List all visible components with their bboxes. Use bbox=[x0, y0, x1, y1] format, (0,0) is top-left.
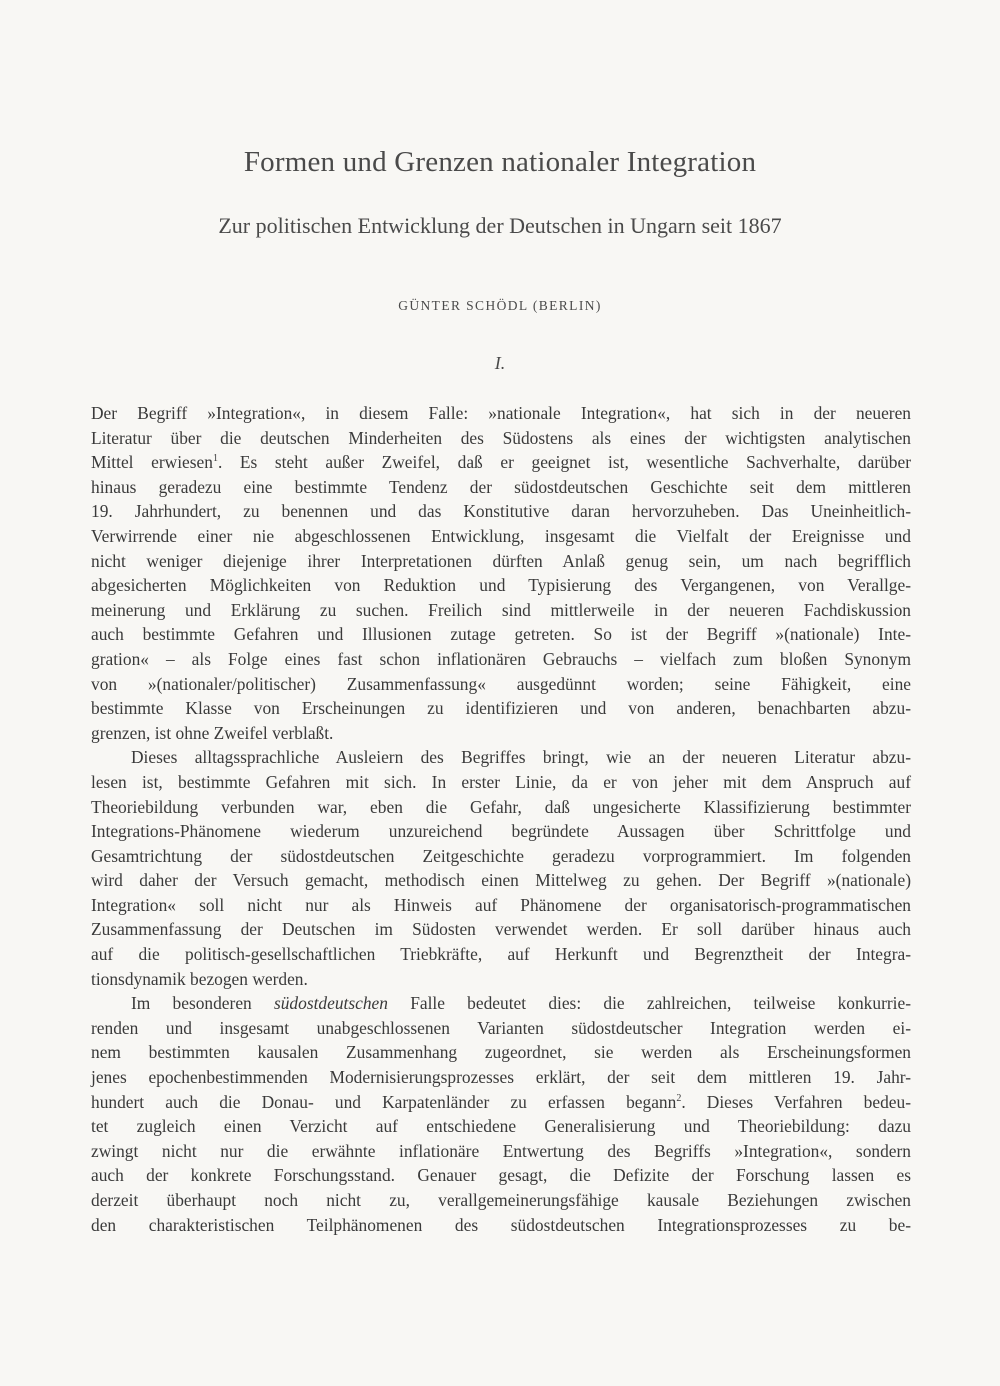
text-line: auch bestimmte Gefahren und Illusionen zutage getreten. So ist der Begriff »(nationale) Inte- bbox=[91, 624, 911, 645]
text-line bbox=[91, 450, 911, 475]
footnote-ref: 1 bbox=[212, 453, 218, 465]
text-line: gration« – als Folge eines fast schon inflationären Gebrauchs – vielfach zum bloßen Synonym bbox=[91, 648, 911, 669]
text-line: Integration« soll nicht nur als Hinweis auf Phänomene der organisatorisch-programmatischen bbox=[91, 894, 911, 915]
section-heading: I. bbox=[494, 353, 506, 373]
paragraph-3 bbox=[91, 991, 911, 1237]
text-line: meinerung und Erklärung zu suchen. Freilich sind mittlerweile in der neueren Fachdiskussion bbox=[91, 599, 911, 620]
emphasis-text: südostdeutschen bbox=[273, 993, 388, 1014]
text-line: nicht weniger diejenige ihrer Interpretationen dürften Anlaß genug sein, um nach begrifflich bbox=[91, 550, 911, 571]
text-line: auf die politisch-gesellschaftlichen Triebkräfte, auf Herkunft und Begrenztheit der Integra- bbox=[91, 944, 911, 965]
text-line: Dieses alltagssprachliche Ausleiern des Begriffes bringt, wie an der neueren Literatur abzu- bbox=[131, 747, 911, 768]
text-line: tet zugleich einen Verzicht auf entschiedene Generalisierung und Theoriebildung: dazu bbox=[91, 1116, 911, 1137]
text-line: jenes epochenbestimmenden Modernisierungsprozesses erklärt, der seit dem mittleren 19. Jahr- bbox=[91, 1067, 911, 1088]
text-run: hundert auch die Donau- und Karpatenländer zu erfassen begann bbox=[91, 1091, 677, 1112]
text-line: zwingt nicht nur die erwähnte inflationäre Entwertung des Begriffs »Integration«, sondern bbox=[91, 1140, 911, 1161]
text-line: Der Begriff »Integration«, in diesem Falle: »nationale Integration«, hat sich in der neueren bbox=[91, 403, 911, 423]
article-author: GÜNTER SCHÖDL (BERLIN) bbox=[398, 298, 602, 313]
text-line: lesen ist, bestimmte Gefahren mit sich. In erster Linie, da er von jeher mit dem Anspruch auf bbox=[91, 771, 911, 792]
text-line bbox=[91, 991, 911, 1016]
article-title: Formen und Grenzen nationaler Integration bbox=[243, 146, 757, 178]
paragraph-2 bbox=[91, 745, 911, 991]
text-line: grenzen, ist ohne Zweifel verblaßt. bbox=[91, 722, 334, 743]
text-line bbox=[91, 1090, 911, 1115]
article-body bbox=[91, 401, 911, 1237]
text-line: Integrations-Phänomene wiederum unzureichend begründete Aussagen über Schrittfolge und bbox=[91, 821, 911, 842]
text-run: Mittel erwiesen bbox=[91, 452, 213, 473]
text-line: hinaus geradezu eine bestimmte Tendenz der südostdeutschen Geschichte seit dem mittleren bbox=[91, 476, 911, 497]
text-run: . Dieses Verfahren bedeu- bbox=[681, 1091, 911, 1112]
text-line: wird daher der Versuch gemacht, methodisch einen Mittelweg zu gehen. Der Begriff »(nationale) bbox=[91, 870, 911, 891]
text-line: Verwirrende einer nie abgeschlossenen Entwicklung, insgesamt die Vielfalt der Ereignisse und bbox=[91, 525, 911, 546]
text-line: von »(nationaler/politischer) Zusammenfassung« ausgedünnt worden; seine Fähigkeit, eine bbox=[91, 673, 911, 694]
text-run: Im besonderen bbox=[131, 993, 274, 1014]
text-line: tionsdynamik bezogen werden. bbox=[91, 968, 308, 989]
text-line: abgesicherten Möglichkeiten von Reduktion und Typisierung des Vergangenen, von Verallge- bbox=[91, 575, 911, 596]
text-line: bestimmte Klasse von Erscheinungen zu identifizieren und von anderen, benachbarten abzu- bbox=[91, 698, 911, 719]
text-line: Zusammenfassung der Deutschen im Südosten verwendet werden. Er soll darüber hinaus auch bbox=[91, 919, 911, 940]
text-run: Falle bedeutet dies: die zahlreichen, teilweise konkurrie- bbox=[387, 993, 911, 1014]
text-line: 19. Jahrhundert, zu benennen und das Konstitutive daran hervorzuheben. Das Uneinheitlich- bbox=[91, 501, 911, 522]
footnote-ref: 2 bbox=[676, 1092, 682, 1104]
text-line: renden und insgesamt unabgeschlossenen Varianten südostdeutscher Integration werden ei- bbox=[91, 1017, 911, 1038]
article-subtitle: Zur politischen Entwicklung der Deutschen in Ungarn seit 1867 bbox=[218, 213, 782, 238]
text-line: auch der konkrete Forschungsstand. Genauer gesagt, die Defizite der Forschung lassen es bbox=[91, 1165, 911, 1186]
text-line: Gesamtrichtung der südostdeutschen Zeitgeschichte geradezu vorprogrammiert. Im folgenden bbox=[91, 845, 911, 866]
paragraph-1 bbox=[91, 401, 911, 745]
text-line: Theoriebildung verbunden war, eben die Gefahr, daß ungesicherte Klassifizierung bestimmter bbox=[91, 796, 911, 817]
text-line: derzeit überhaupt noch nicht zu, verallgemeinerungsfähige kausale Beziehungen zwischen bbox=[91, 1190, 911, 1210]
text-line: Literatur über die deutschen Minderheiten des Südostens als eines der wichtigsten analytischen bbox=[91, 427, 911, 448]
text-run: . Es steht außer Zweifel, daß er geeignet ist, wesentliche Sachverhalte, darüber bbox=[217, 452, 911, 473]
text-line: den charakteristischen Teilphänomenen des südostdeutschen Integrationsprozesses zu be- bbox=[91, 1214, 911, 1235]
text-line: nem bestimmten kausalen Zusammenhang zugeordnet, sie werden als Erscheinungsformen bbox=[91, 1042, 911, 1063]
